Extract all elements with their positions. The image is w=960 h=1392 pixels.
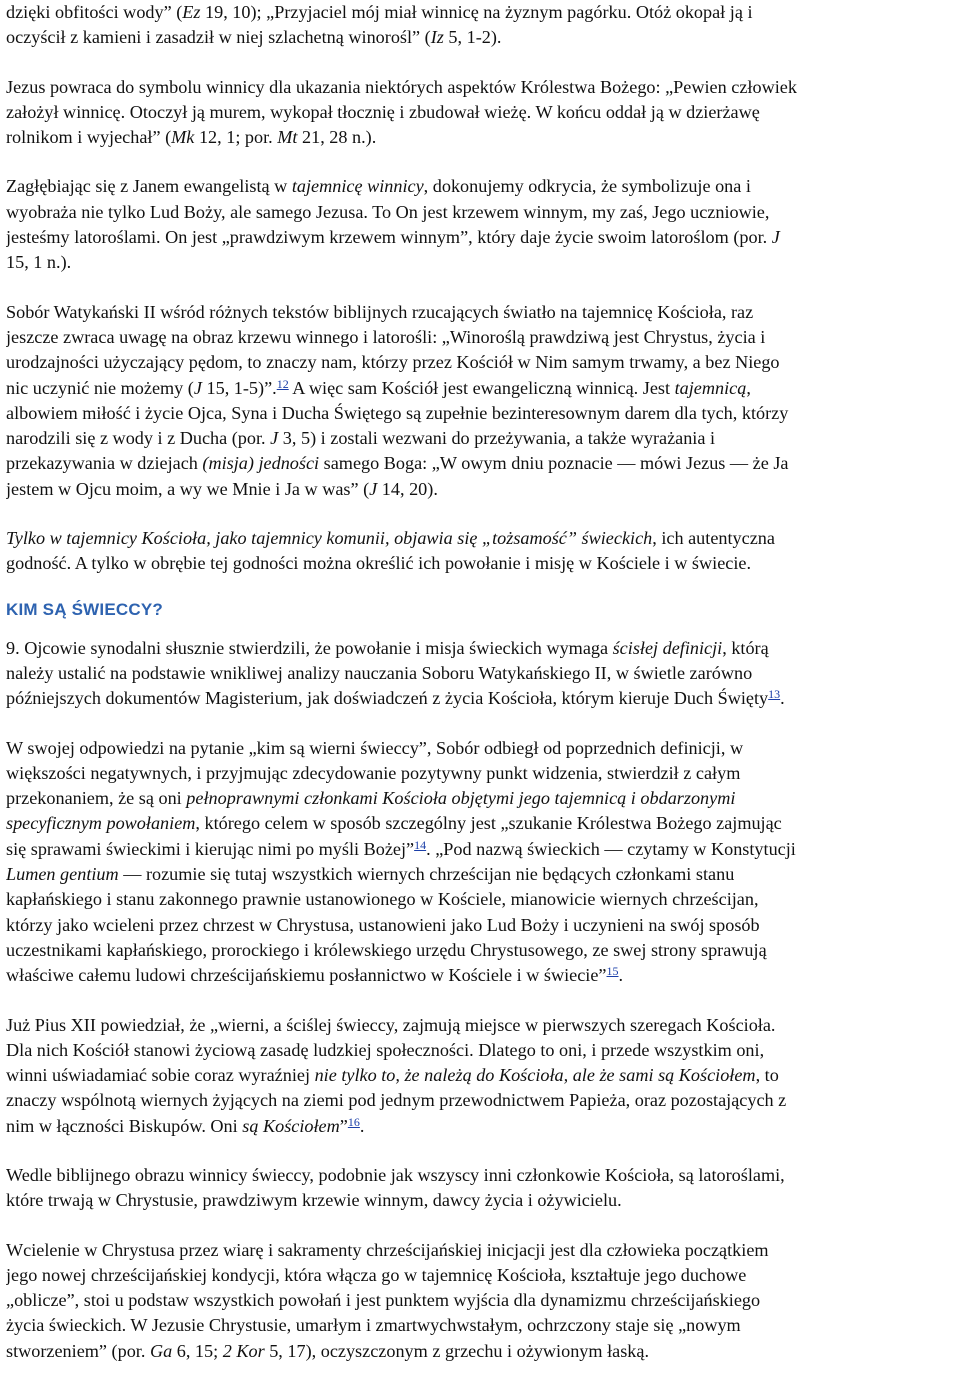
text-line: Wcielenie w Chrystusa przez wiarę i sakramenty chrześcijańskiej inicjacji jest dla człowieka początkiem [6, 1239, 769, 1260]
text-line: „oblicze”, stoi u podstaw wszystkich powołań i jest punktem wyjścia dla dynamizmu chrześcijańskiego [6, 1290, 761, 1311]
text-line: Tylko w tajemnicy Kościoła, jako tajemnicy komunii, objawia się „tożsamość” świeckich, ich autentyczna [6, 528, 775, 549]
paragraph-mystery-vineyard [6, 174, 950, 275]
footnote-link-13[interactable]: 13 [768, 687, 781, 702]
text-line: właściwe całemu ludowi chrześcijańskiemu posłannictwo w Kościele i w świecie”$^{15}$. [6, 964, 624, 986]
paragraph-identity-of-laity [6, 526, 950, 577]
text-line: 9. Ojcowie synodalni słusznie stwierdzili, że powołanie i misja świeckich wymaga ścisłej definicji, którą [6, 637, 769, 658]
text-line: którzy jako wcieleni przez chrzest w Chrystusa, ustanowieni jako Lud Boży i uczynieni na swój sposób [6, 914, 760, 935]
text-line: należy ustalić na podstawie wnikliwej analizy nauczania Soboru Watykańskiego II, w świetle zarówno [6, 662, 753, 683]
paragraph-who-are-laity [6, 736, 950, 989]
text-line: życia świeckich. W Jezusie Chrystusie, umarłym i zmartwychwstałym, ochrzczony staje się „nowym [6, 1315, 741, 1336]
paragraph-biblical-image [6, 1163, 950, 1214]
text-line: 15, 1 n.). [6, 252, 72, 273]
text-line: oczyścił z kamieni i zasadził w niej szlachetną winorośl” (Iz 5, 1-2). [6, 27, 502, 48]
paragraph-vineyard-quote [6, 0, 950, 51]
text-line: jeszcze zwraca uwagę na obraz krzewu winnego i latorośli: „Winoroślą prawdziwą jest Chrystus, życia i [6, 326, 766, 347]
footnote-link-12[interactable]: 12 [276, 376, 289, 391]
text-line: stworzeniem” (por. Ga 6, 15; 2 Kor 5, 17), oczyszczonym z grzechu i ożywionym łaską. [6, 1340, 649, 1361]
paragraph-pius-xii [6, 1013, 950, 1139]
text-line: nic uczynić nie możemy (J 15, 1-5)”.$^{12}$ A więc sam Kościół jest ewangeliczną winnicą. Jest tajemnicą, [6, 376, 751, 398]
text-line: godność. A tylko w obrębie tej godności można określić ich powołanie i misję w Kościele i w świecie. [6, 553, 752, 574]
text-line: narodzili się z wody i z Ducha (por. J 3, 5) i zostali wezwani do przeżywania, a także wyrażania i [6, 428, 716, 449]
text-line: W swojej odpowiedzi na pytanie „kim są wierni świeccy”, Sobór odbiegł od poprzednich definicji, w [6, 737, 744, 758]
text-line: uczestnikami kapłańskiego, prorockiego i królewskiego urzędu Chrystusowego, ze swej strony sprawują [6, 939, 767, 960]
text-line: większości negatywnych, i przyjmując zdecydowanie pozytywny punkt widzenia, stwierdził z całym [6, 762, 741, 783]
text-line: rolnikom i wyjechał” (Mk 12, 1; por. Mt 21, 28 n.). [6, 127, 377, 148]
paragraph-vatican-council [6, 300, 950, 502]
text-line: nim w łączności Biskupów. Oni są Kościołem”$^{16}$. [6, 1114, 365, 1136]
footnote-link-14[interactable]: 14 [414, 837, 427, 852]
text-line: późniejszych dokumentów Magisterium, jak doświadczeń z życia Kościoła, którym kieruje Duch Święty$^{13}$. [6, 687, 785, 709]
text-line: założył winnicę. Otoczył ją murem, wykopał tłocznię i zbudował wieżę. W końcu oddał ją w dzierżawę [6, 101, 760, 122]
text-line: specyficznym powołaniem, którego celem w sposób szczególny jest „szukanie Królestwa Bożego zajmując [6, 813, 782, 834]
text-line: wyobraża nie tylko Lud Boży, ale samego Jezusa. To On jest krzewem winnym, my zaś, Jego uczniowie, [6, 201, 770, 222]
paragraph-incorporation [6, 1238, 950, 1364]
text-line: jego nowej chrześcijańskiej kondycji, która włącza go w tajemnicę Kościoła, kształtuje jego duchowe [6, 1264, 747, 1285]
text-line: jesteśmy latoroślami. On jest „prawdziwym krzewem winnym”, który daje życie swoim latoroślom (por. J [6, 227, 780, 248]
text-line: Zagłębiając się z Janem ewangelistą w tajemnicę winnicy, dokonujemy odkrycia, że symbolizuje ona i [6, 176, 751, 197]
text-line: przekonaniem, że są oni pełnoprawnymi członkami Kościoła objętymi jego tajemnicą i obdarzonymi [6, 788, 736, 809]
text-line: Już Pius XII powiedział, że „wierni, a ściślej świeccy, zajmują miejsce w pierwszych szeregach Kościoła. [6, 1014, 776, 1035]
text-line: kapłańskiego i stanu zakonnego prawnie ustanowionego w Kościele, mianowicie wiernych chrześcijan, [6, 889, 759, 910]
footnote-link-16[interactable]: 16 [347, 1114, 360, 1129]
text-line: dzięki obfitości wody” (Ez 19, 10); „Przyjaciel mój miał winnicę na żyznym pagórku. Otóż okopał ją i [6, 2, 753, 22]
text-line: się sprawami świeckimi i kierując nimi po myśli Bożej”$^{14}$. „Pod nazwą świeckich — czytamy w Konstytucji [6, 837, 796, 859]
paragraph-jesus-vineyard [6, 75, 950, 151]
text-line: albowiem miłość i życie Ojca, Syna i Ducha Świętego są zupełnie bezinteresownym darem dla tych, którzy [6, 402, 789, 423]
text-line: Lumen gentium — rozumie się tutaj wszystkich wiernych chrześcijan nie będących członkami stanu [6, 864, 735, 885]
text-line: winni uświadamiać sobie coraz wyraźniej nie tylko to, że należą do Kościoła, ale że sami są Kościołem, to [6, 1065, 779, 1086]
text-line: Dla nich Kościół stanowi życiową zasadę ludzkiej społeczności. Dlatego to oni, i przede wszystkim oni, [6, 1039, 765, 1060]
text-line: znaczy wspólnotą wiernych żyjących na ziemi pod jednym przewodnictwem Papieża, oraz pozostających z [6, 1090, 787, 1111]
text-line: przekazywania w dziejach (misja) jedności samego Boga: „W owym dniu poznacie — mówi Jezus — że Ja [6, 453, 789, 474]
text-line: jestem w Ojcu moim, a wy we Mnie i Ja w was” (J 14, 20). [6, 478, 438, 499]
paragraph-synod-fathers [6, 636, 950, 712]
text-line: Jezus powraca do symbolu winnicy dla ukazania niektórych aspektów Królestwa Bożego: „Pewien człowiek [6, 76, 797, 97]
footnote-link-15[interactable]: 15 [606, 964, 619, 979]
text-line: urodzajności użyczający pędom, to znaczy nam, którzy przez Kościół w Nim samym trwamy, a bez Niego [6, 352, 780, 373]
text-line: Wedle biblijnego obrazu winnicy świeccy, podobnie jak wszyscy inni członkowie Kościoła, są latoroślami, [6, 1164, 785, 1185]
text-line: Sobór Watykański II wśród różnych tekstów biblijnych rzucających światło na tajemnicę Kościoła, raz [6, 301, 754, 322]
text-line: które trwają w Chrystusie, prawdziwym krzewie winnym, dawcy życia i ożywicielu. [6, 1190, 622, 1211]
section-heading: KIM SĄ ŚWIECCY? [6, 599, 163, 619]
